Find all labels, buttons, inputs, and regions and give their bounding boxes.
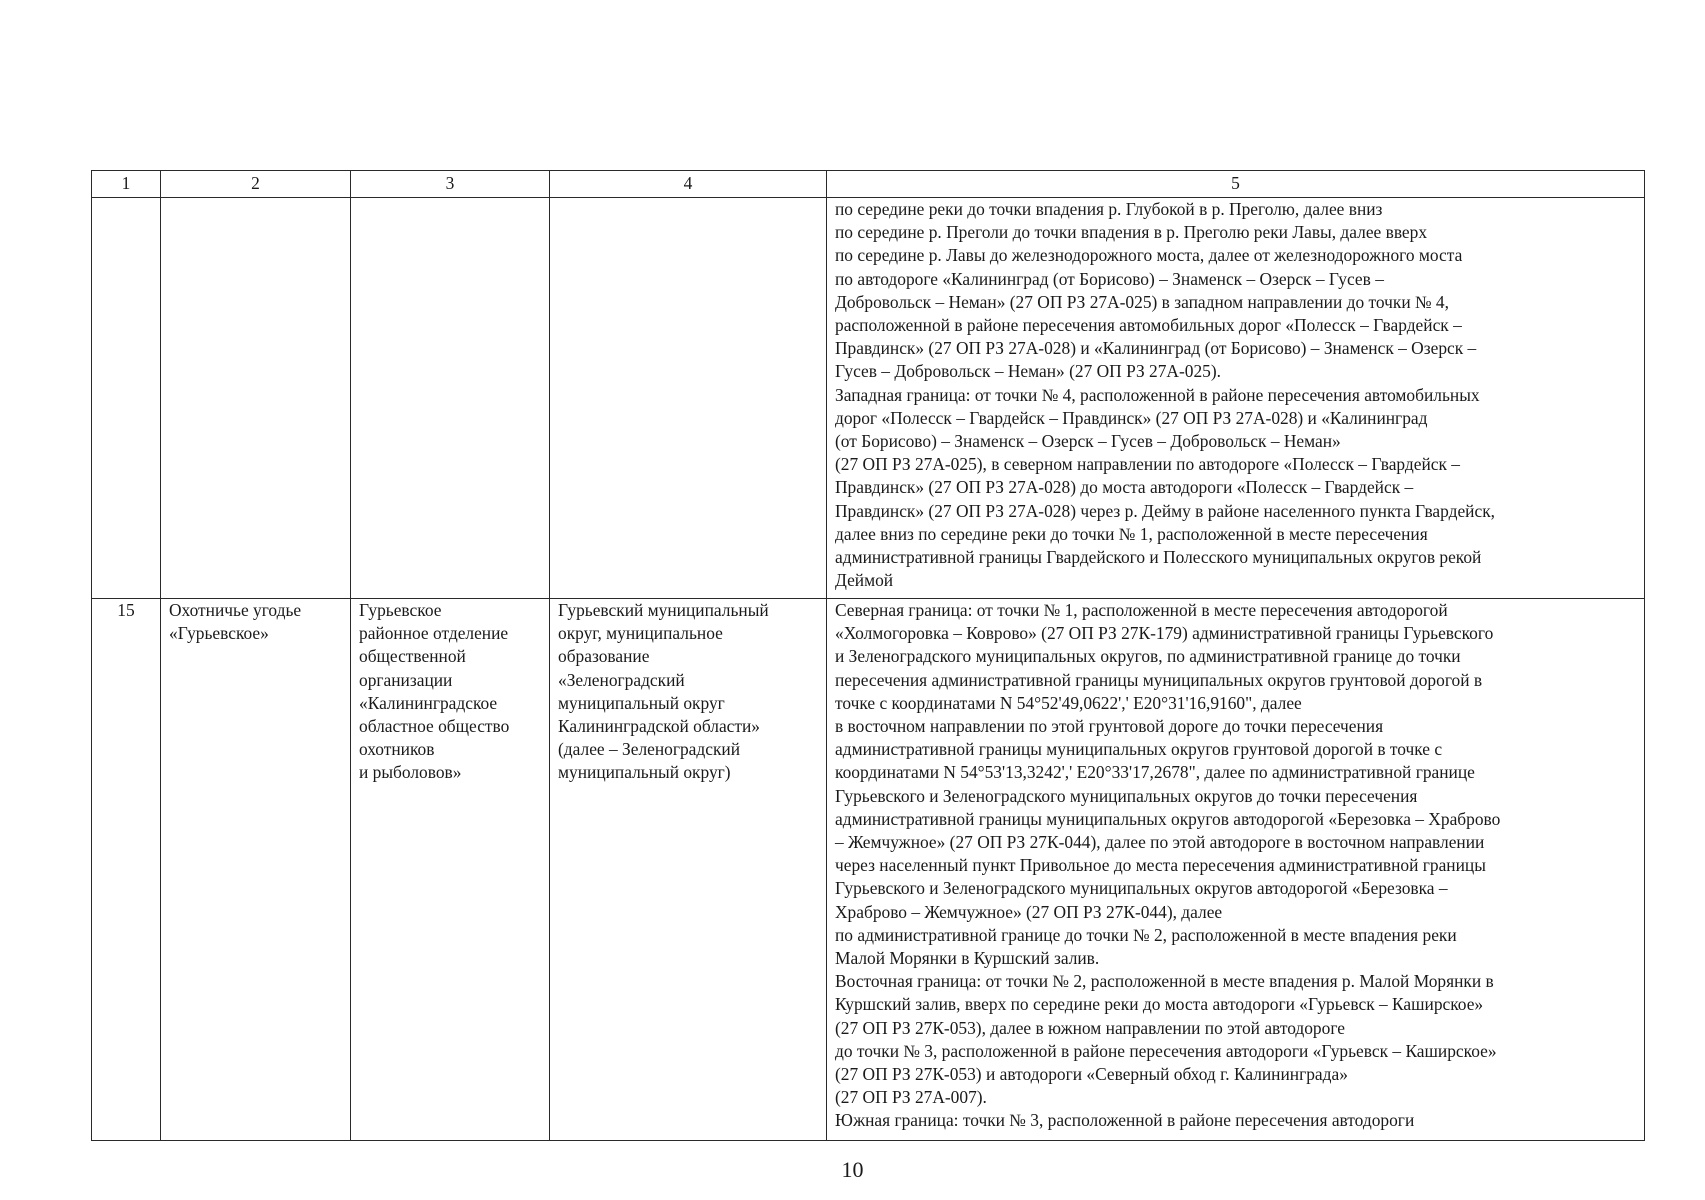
text-line: (27 ОП РЗ 27К-053) и автодороги «Северный обход г. Калининграда» [835,1064,1348,1085]
text-line: (27 ОП РЗ 27А-025), в северном направлении по автодороге «Полесск – Гвардейск – [835,454,1460,475]
text-line: (от Борисово) – Знаменск – Озерск – Гусев – Добровольск – Неман» [835,431,1341,452]
header-col-3: 3 [351,171,550,198]
text-line: Гурьевское [359,600,442,620]
page-number: 10 [841,1157,864,1182]
text-line: охотников [359,739,435,760]
header-col-5: 5 [827,171,1645,198]
cell-municipality [550,198,827,599]
text-line: и рыболовов» [359,762,462,783]
cell-number: 15 [92,599,161,1141]
cell-number [92,198,161,599]
text-line: «Холмогоровка – Коврово» (27 ОП РЗ 27К-179) административной границы Гурьевского [835,623,1494,644]
table-row-continuation [92,198,1645,599]
text-line: по автодороге «Калининград (от Борисово) – Знаменск – Озерск – Гусев – [835,268,1384,289]
header-col-1: 1 [92,171,161,198]
text-line: – Жемчужное» (27 ОП РЗ 27К-044), далее по этой автодороге в восточном направлении [835,832,1485,853]
text-line: Западная граница: от точки № 4, расположенной в районе пересечения автомобильных [835,384,1480,405]
text-line: организации [359,669,453,690]
text-line: образование [558,646,650,667]
text-line: пересечения административной границы муниципальных округов грунтовой дорогой в [835,669,1483,690]
text-line: муниципальный округ [558,692,725,713]
cell-municipality [550,599,827,1141]
text-line: Правдинск» (27 ОП РЗ 27А-028) до моста автодороги «Полесск – Гвардейск – [835,477,1414,498]
text-line: по административной границе до точки № 2, расположенной в месте впадения реки [835,924,1457,945]
cell-organization [351,198,550,599]
text-line: Охотничье угодье [169,600,302,620]
cell-hunting-ground [161,198,351,599]
text-line: Деймой [835,570,894,591]
cell-boundary-description [827,599,1645,1141]
text-line: Добровольск – Неман» (27 ОП РЗ 27А-025) в западном направлении до точки № 4, [835,291,1449,312]
text-line: Гусев – Добровольск – Неман» (27 ОП РЗ 27А-025). [835,361,1221,382]
text-line: точке с координатами N 54°52'49,0622',' E20°31'16,9160", далее [835,692,1302,713]
text-line: областное общество [359,716,510,737]
cell-boundary-description [827,198,1645,599]
text-line: (далее – Зеленоградский [558,739,741,760]
text-line: расположенной в районе пересечения автомобильных дорог «Полесск – Гвардейск – [835,315,1462,336]
text-line: Малой Морянки в Куршский залив. [835,948,1100,969]
boundaries-table [91,170,1645,1141]
header-col-2: 2 [161,171,351,198]
text-line: районное отделение [359,623,509,644]
header-row [92,171,1645,198]
text-line: координатами N 54°53'13,3242',' E20°33'17,2678", далее по административной границе [835,762,1475,783]
text-line: «Калининградское [359,692,498,713]
text-line: по середине р. Лавы до железнодорожного моста, далее от железнодорожного моста [835,245,1463,266]
text-line: Гурьевский муниципальный [558,600,769,620]
text-line: (27 ОП РЗ 27К-053), далее в южном направлении по этой автодороге [835,1017,1345,1038]
text-line: Северная граница: от точки № 1, расположенной в месте пересечения автодорогой [835,600,1448,620]
text-line: административной границы муниципальных округов грунтовой дорогой в точке с [835,739,1443,760]
text-line: общественной [359,646,466,667]
text-line: далее вниз по середине реки до точки № 1, расположенной в месте пересечения [835,523,1428,544]
text-line: административной границы Гвардейского и Полесского муниципальных округов рекой [835,547,1482,568]
text-line: Гурьевского и Зеленоградского муниципальных округов автодорогой «Березовка – [835,878,1448,899]
text-line: до точки № 3, расположенной в районе пересечения автодороги «Гурьевск – Каширское» [835,1040,1497,1061]
text-line: Гурьевского и Зеленоградского муниципальных округов до точки пересечения [835,785,1418,806]
text-line: и Зеленоградского муниципальных округов, по административной границе до точки [835,646,1461,667]
text-line: через населенный пункт Привольное до места пересечения административной границы [835,855,1486,876]
text-line: «Гурьевское» [169,623,269,644]
text-line: округ, муниципальное [558,623,723,644]
text-line: дорог «Полесск – Гвардейск – Правдинск» (27 ОП РЗ 27А-028) и «Калининград [835,407,1428,428]
text-line: Правдинск» (27 ОП РЗ 27А-028) через р. Дейму в районе населенного пункта Гвардейск, [835,500,1496,521]
text-line: по середине реки до точки впадения р. Глубокой в р. Преголю, далее вниз [835,199,1383,219]
header-col-4: 4 [550,171,827,198]
text-line: Храброво – Жемчужное» (27 ОП РЗ 27К-044), далее [835,901,1223,922]
text-line: «Зеленоградский [558,669,685,690]
cell-organization [351,599,550,1141]
text-line: в восточном направлении по этой грунтовой дороге до точки пересечения [835,716,1384,737]
text-line: Южная граница: точки № 3, расположенной в районе пересечения автодороги [835,1110,1415,1131]
text-line: Куршский залив, вверх по середине реки до моста автодороги «Гурьевск – Каширское» [835,994,1484,1015]
text-line: (27 ОП РЗ 27А-007). [835,1087,987,1108]
text-line: Восточная граница: от точки № 2, расположенной в месте впадения р. Малой Морянки в [835,971,1494,992]
cell-hunting-ground [161,599,351,1141]
text-line: Калининградской области» [558,716,761,737]
text-line: административной границы муниципальных округов автодорогой «Березовка – Храброво [835,808,1501,829]
text-line: по середине р. Преголи до точки впадения в р. Преголю реки Лавы, далее вверх [835,222,1428,243]
table-row-15 [92,599,1645,1141]
text-line: муниципальный округ) [558,762,731,783]
text-line: Правдинск» (27 ОП РЗ 27А-028) и «Калининград (от Борисово) – Знаменск – Озерск – [835,338,1477,359]
